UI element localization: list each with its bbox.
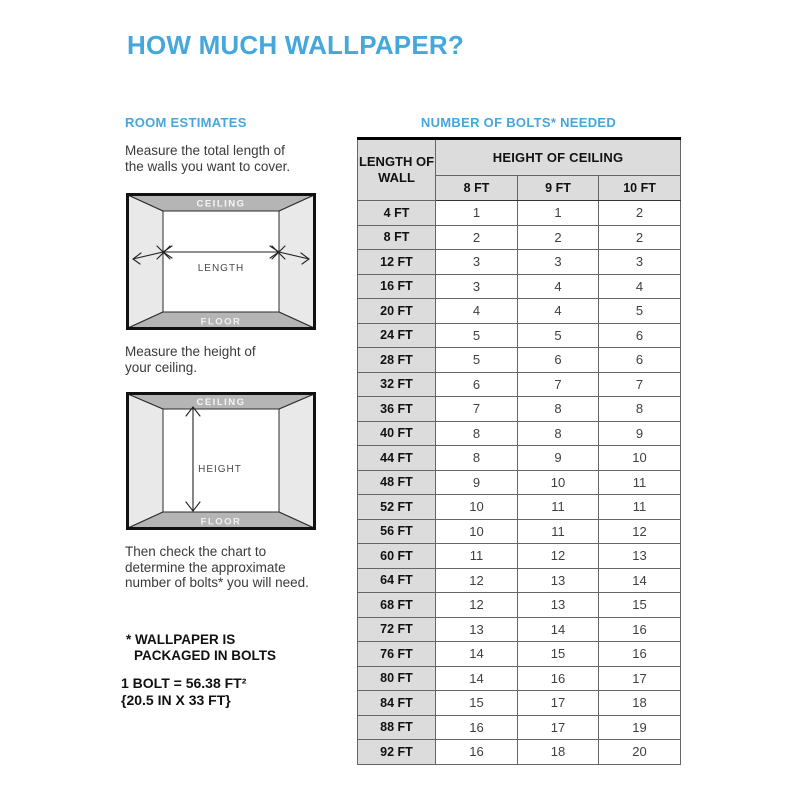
table-row: [358, 568, 681, 593]
col-header-8ft: 8 FT: [436, 176, 518, 201]
table-row: [358, 372, 681, 397]
bolt-count-cell: 16: [599, 617, 681, 642]
chart-instruction-text: [125, 544, 309, 591]
bolt-count-cell: 17: [599, 666, 681, 691]
wall-length-cell: 88 FT: [358, 715, 436, 740]
text-line: determine the approximate: [125, 559, 286, 575]
right-wall-panel: [279, 195, 314, 328]
bolts-needed-heading: NUMBER OF BOLTS* NEEDED: [420, 115, 617, 130]
page-title: HOW MUCH WALLPAPER?: [127, 30, 464, 60]
bolt-count-cell: 14: [436, 666, 518, 691]
wall-length-cell: 20 FT: [358, 299, 436, 324]
floor-label: FLOOR: [200, 516, 242, 528]
text-line: Then check the chart to: [125, 544, 267, 559]
table-row: [358, 323, 681, 348]
table-row: [358, 397, 681, 422]
bolt-count-cell: 6: [436, 372, 518, 397]
bolt-count-cell: 10: [518, 470, 599, 495]
table-row: [358, 666, 681, 691]
height-label: HEIGHT: [198, 464, 242, 475]
bolt-count-cell: 3: [436, 274, 518, 299]
bolt-count-cell: 16: [599, 642, 681, 667]
bolt-count-cell: 5: [436, 348, 518, 373]
bolt-count-cell: 11: [518, 519, 599, 544]
wall-length-cell: 8 FT: [358, 225, 436, 250]
table-row: [358, 201, 681, 226]
bolt-count-cell: 15: [436, 691, 518, 716]
bolt-count-cell: 4: [518, 299, 599, 324]
bolt-count-cell: 19: [599, 715, 681, 740]
table-row: [358, 225, 681, 250]
bolt-count-cell: 2: [436, 225, 518, 250]
bolt-count-cell: 4: [436, 299, 518, 324]
table-row: [358, 299, 681, 324]
bolt-count-cell: 10: [599, 446, 681, 471]
bolt-count-cell: 8: [518, 421, 599, 446]
bolt-count-cell: 13: [599, 544, 681, 569]
bolt-count-cell: 3: [436, 250, 518, 275]
left-wall-panel: [128, 195, 163, 328]
bolt-count-cell: 9: [518, 446, 599, 471]
length-label: LENGTH: [197, 263, 245, 274]
wall-length-cell: 56 FT: [358, 519, 436, 544]
bolt-count-cell: 6: [599, 348, 681, 373]
bolt-count-cell: 7: [599, 372, 681, 397]
table-row: [358, 642, 681, 667]
bolt-count-cell: 16: [436, 740, 518, 765]
bolt-count-cell: 16: [436, 715, 518, 740]
bolt-dimensions-line: {20.5 IN X 33 FT}: [121, 692, 231, 708]
wall-length-cell: 92 FT: [358, 740, 436, 765]
bolt-count-cell: 13: [436, 617, 518, 642]
wall-length-cell: 12 FT: [358, 250, 436, 275]
bolt-count-cell: 16: [518, 666, 599, 691]
wall-length-cell: 84 FT: [358, 691, 436, 716]
ceiling-label: CEILING: [196, 397, 246, 408]
height-instruction-text: [125, 344, 256, 375]
bolt-count-cell: 4: [518, 274, 599, 299]
wall-length-cell: 60 FT: [358, 544, 436, 569]
bolt-count-cell: 14: [518, 617, 599, 642]
bolt-count-cell: 1: [436, 201, 518, 226]
table-row: [358, 495, 681, 520]
bolt-count-cell: 11: [599, 495, 681, 520]
text-line: number of bolts* you will need.: [125, 575, 309, 590]
table-row: [358, 691, 681, 716]
bolt-count-cell: 10: [436, 519, 518, 544]
header-label: LENGTH OF WALL: [358, 154, 435, 185]
wall-length-cell: 48 FT: [358, 470, 436, 495]
wall-length-cell: 16 FT: [358, 274, 436, 299]
bolt-count-cell: 12: [599, 519, 681, 544]
bolt-count-cell: 5: [599, 299, 681, 324]
bolt-count-cell: 17: [518, 715, 599, 740]
bolt-count-cell: 12: [436, 568, 518, 593]
floor-label: FLOOR: [200, 316, 242, 328]
height-of-ceiling-header: HEIGHT OF CEILING: [436, 139, 681, 176]
bolt-count-cell: 12: [436, 593, 518, 618]
bolt-count-cell: 8: [599, 397, 681, 422]
wall-length-cell: 80 FT: [358, 666, 436, 691]
bolt-count-cell: 1: [518, 201, 599, 226]
table-row: [358, 250, 681, 275]
bolt-count-cell: 12: [518, 544, 599, 569]
bolt-count-cell: 8: [436, 421, 518, 446]
bolt-count-cell: 5: [518, 323, 599, 348]
table-row: [358, 544, 681, 569]
bolt-count-cell: 2: [599, 225, 681, 250]
table-row: [358, 593, 681, 618]
wall-length-cell: 76 FT: [358, 642, 436, 667]
wall-length-cell: 36 FT: [358, 397, 436, 422]
wall-length-cell: 68 FT: [358, 593, 436, 618]
bolt-count-cell: 11: [599, 470, 681, 495]
bolt-count-cell: 15: [518, 642, 599, 667]
bolt-count-cell: 3: [599, 250, 681, 275]
bolt-count-cell: 13: [518, 593, 599, 618]
bolts-table-container: [357, 137, 680, 765]
bolt-count-cell: 18: [518, 740, 599, 765]
bolt-count-cell: 8: [436, 446, 518, 471]
bolt-count-cell: 5: [436, 323, 518, 348]
table-row: [358, 715, 681, 740]
left-wall-panel: [128, 394, 163, 528]
bolt-count-cell: 7: [436, 397, 518, 422]
table-row: [358, 470, 681, 495]
wall-length-cell: 52 FT: [358, 495, 436, 520]
length-of-wall-header: [358, 139, 436, 201]
text-line: Measure the total length of: [125, 143, 285, 158]
bolt-count-cell: 14: [436, 642, 518, 667]
wall-length-cell: 4 FT: [358, 201, 436, 226]
col-header-10ft: 10 FT: [599, 176, 681, 201]
bolt-count-cell: 6: [599, 323, 681, 348]
table-row: [358, 617, 681, 642]
back-wall-panel: [163, 211, 279, 312]
table-row: [358, 274, 681, 299]
table-row: [358, 421, 681, 446]
bolt-count-cell: 8: [518, 397, 599, 422]
bolt-count-cell: 9: [436, 470, 518, 495]
text-line: your ceiling.: [125, 359, 198, 375]
room-length-diagram: [126, 193, 316, 330]
bolt-count-cell: 20: [599, 740, 681, 765]
wall-length-cell: 40 FT: [358, 421, 436, 446]
bolts-table-body: [358, 201, 681, 765]
footnote-line: * WALLPAPER IS: [126, 632, 236, 647]
table-row: [358, 446, 681, 471]
text-line: the walls you want to cover.: [125, 158, 291, 174]
room-height-diagram: [126, 392, 316, 530]
bolt-count-cell: 11: [436, 544, 518, 569]
back-wall-panel: [163, 409, 279, 512]
table-header-row: [358, 139, 681, 176]
bolts-table: [357, 137, 681, 765]
bolt-size-info: [121, 675, 246, 709]
col-header-9ft: 9 FT: [518, 176, 599, 201]
room-estimates-heading: ROOM ESTIMATES: [125, 115, 247, 130]
bolt-count-cell: 13: [518, 568, 599, 593]
table-row: [358, 740, 681, 765]
text-line: Measure the height of: [125, 344, 256, 359]
bolt-count-cell: 6: [518, 348, 599, 373]
table-row: [358, 519, 681, 544]
bolt-count-cell: 2: [518, 225, 599, 250]
bolt-count-cell: 9: [599, 421, 681, 446]
bolt-count-cell: 17: [518, 691, 599, 716]
wall-length-cell: 28 FT: [358, 348, 436, 373]
bolt-count-cell: 15: [599, 593, 681, 618]
length-instruction-text: [125, 143, 290, 174]
bolt-count-cell: 4: [599, 274, 681, 299]
ceiling-label: CEILING: [196, 198, 246, 210]
footnote-line: PACKAGED IN BOLTS: [134, 648, 277, 663]
bolt-count-cell: 3: [518, 250, 599, 275]
wall-length-cell: 32 FT: [358, 372, 436, 397]
bolt-count-cell: 10: [436, 495, 518, 520]
wallpaper-footnote: [126, 632, 276, 664]
right-wall-panel: [279, 394, 314, 528]
wall-length-cell: 24 FT: [358, 323, 436, 348]
wall-length-cell: 72 FT: [358, 617, 436, 642]
wall-length-cell: 64 FT: [358, 568, 436, 593]
bolt-count-cell: 14: [599, 568, 681, 593]
bolt-count-cell: 7: [518, 372, 599, 397]
table-row: [358, 348, 681, 373]
bolt-count-cell: 2: [599, 201, 681, 226]
bolt-count-cell: 18: [599, 691, 681, 716]
bolt-area-line: 1 BOLT = 56.38 FT²: [121, 675, 247, 691]
wall-length-cell: 44 FT: [358, 446, 436, 471]
bolt-count-cell: 11: [518, 495, 599, 520]
